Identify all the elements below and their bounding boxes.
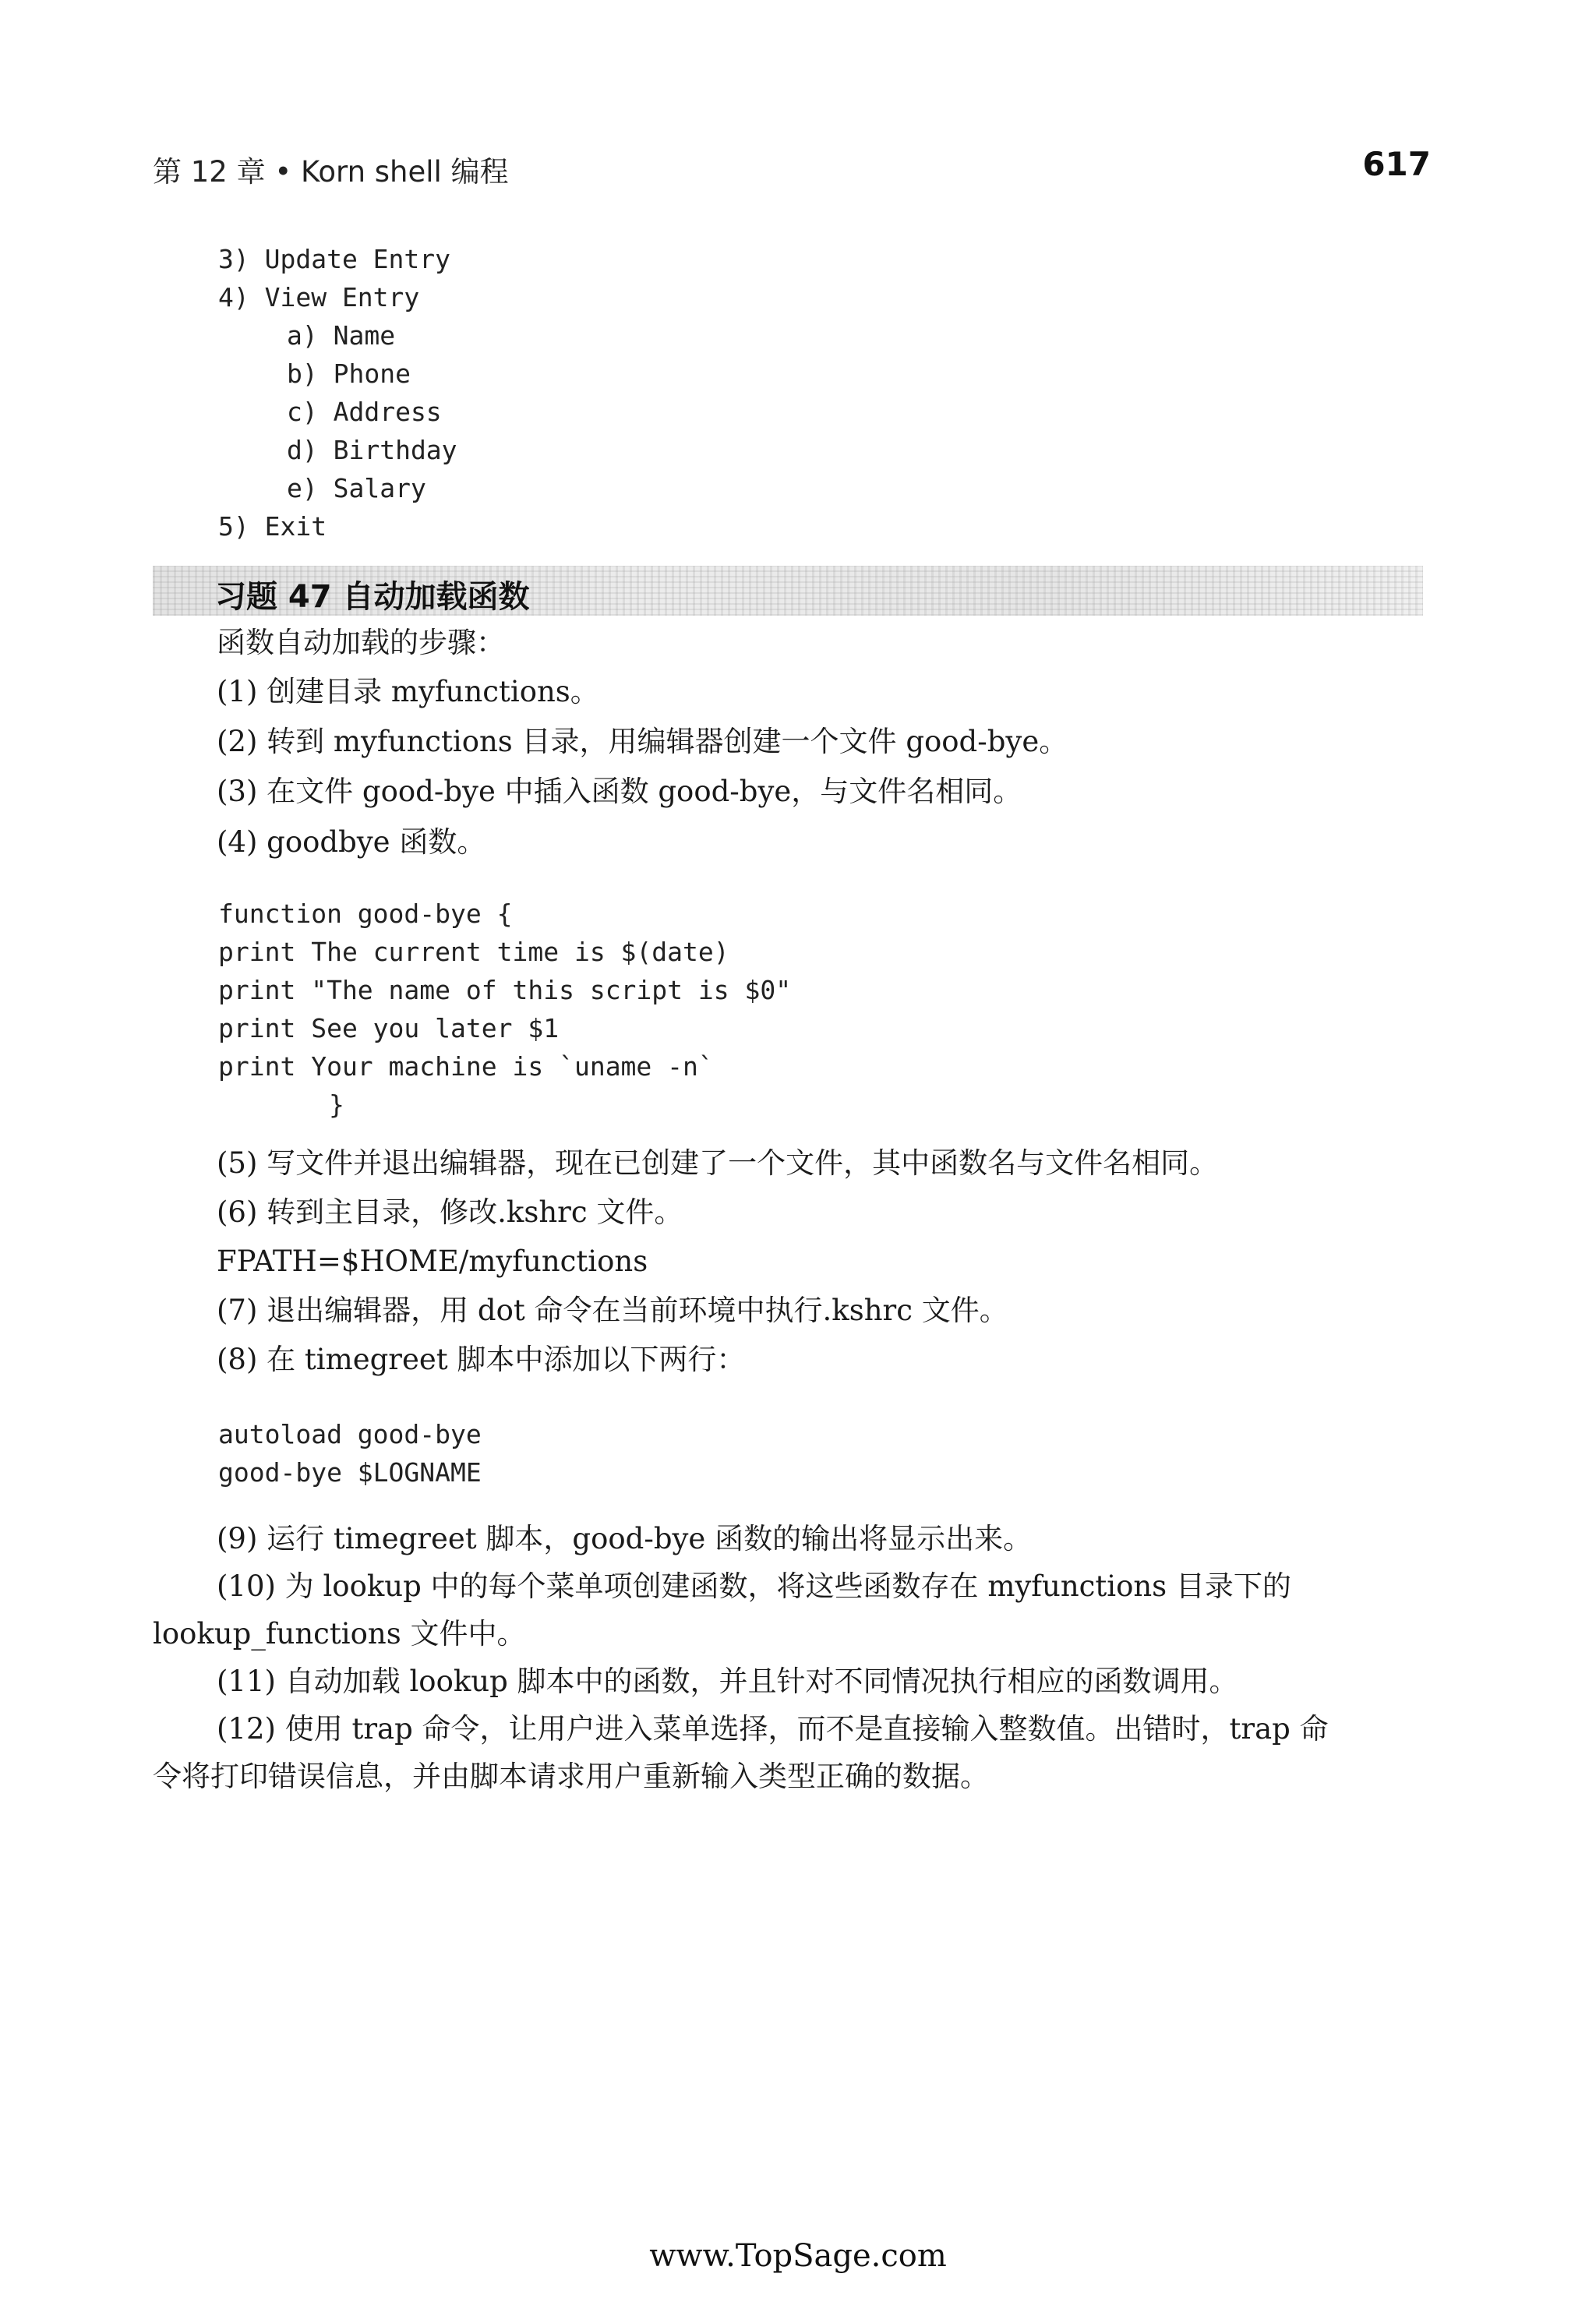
section-banner: [153, 566, 1423, 616]
step-line-continued: lookup_functions 文件中。: [153, 1617, 526, 1651]
steps-block-c: [153, 1520, 1423, 1816]
step-line: (12) 使用 trap 命令，让用户进入菜单选择，而不是直接输入整数值。出错时，trap 命: [217, 1712, 1329, 1746]
step-line: (3) 在文件 good-bye 中插入函数 good-bye，与文件名相同。: [217, 775, 1022, 808]
menu-subline: d) Birthday: [287, 435, 457, 465]
step-line: (8) 在 timegreet 脚本中添加以下两行：: [217, 1343, 746, 1376]
section-title: 习题 47 自动加载函数: [215, 579, 530, 615]
code-line: print Your machine is `uname -n`: [218, 1051, 714, 1082]
code-line: }: [329, 1089, 344, 1120]
code-line: autoload good-bye: [218, 1419, 482, 1449]
menu-listing: [218, 240, 457, 545]
code-block-autoload: [218, 1415, 482, 1492]
step-line: (7) 退出编辑器，用 dot 命令在当前环境中执行.kshrc 文件。: [217, 1294, 1008, 1327]
menu-line: 4) View Entry: [218, 282, 420, 312]
menu-line: 3) Update Entry: [218, 244, 451, 274]
code-line: function good-bye {: [218, 899, 513, 929]
step-line: (10) 为 lookup 中的每个菜单项创建函数，将这些函数存在 myfunctions 目录下的: [217, 1569, 1291, 1603]
menu-subline: b) Phone: [287, 358, 411, 389]
steps-block-b: [153, 1144, 1423, 1401]
page-number: 617: [1362, 145, 1431, 183]
step-line: (9) 运行 timegreet 脚本，good-bye 函数的输出将显示出来。: [217, 1522, 1033, 1555]
step-line-continued: 令将打印错误信息，并由脚本请求用户重新输入类型正确的数据。: [153, 1760, 989, 1793]
code-line: print The current time is $(date): [218, 937, 729, 967]
page-header: [153, 145, 1431, 192]
step-line: (2) 转到 myfunctions 目录，用编辑器创建一个文件 good-bye。: [217, 725, 1068, 758]
menu-line: 5) Exit: [218, 511, 327, 542]
code-line: print "The name of this script is $0": [218, 975, 792, 1005]
code-block-function: [218, 895, 791, 1124]
code-line: good-bye $LOGNAME: [218, 1457, 482, 1488]
step-line: (4) goodbye 函数。: [217, 825, 486, 859]
step-line: FPATH=$HOME/myfunctions: [217, 1244, 648, 1278]
steps-intro: 函数自动加载的步骤：: [217, 626, 505, 659]
menu-subline: c) Address: [287, 397, 442, 427]
step-line: (1) 创建目录 myfunctions。: [217, 675, 599, 708]
menu-subline: a) Name: [287, 320, 396, 351]
step-line: (5) 写文件并退出编辑器，现在已创建了一个文件，其中函数名与文件名相同。: [217, 1146, 1219, 1180]
step-line: (6) 转到主目录，修改.kshrc 文件。: [217, 1195, 683, 1229]
step-line: (11) 自动加载 lookup 脚本中的函数，并且针对不同情况执行相应的函数调用。: [217, 1665, 1238, 1698]
code-line: print See you later $1: [218, 1013, 560, 1043]
steps-block-a: [153, 623, 1423, 873]
menu-subline: e) Salary: [287, 473, 426, 503]
footer-url: www.TopSage.com: [649, 2238, 947, 2274]
running-head: 第 12 章 • Korn shell 编程: [153, 155, 509, 189]
